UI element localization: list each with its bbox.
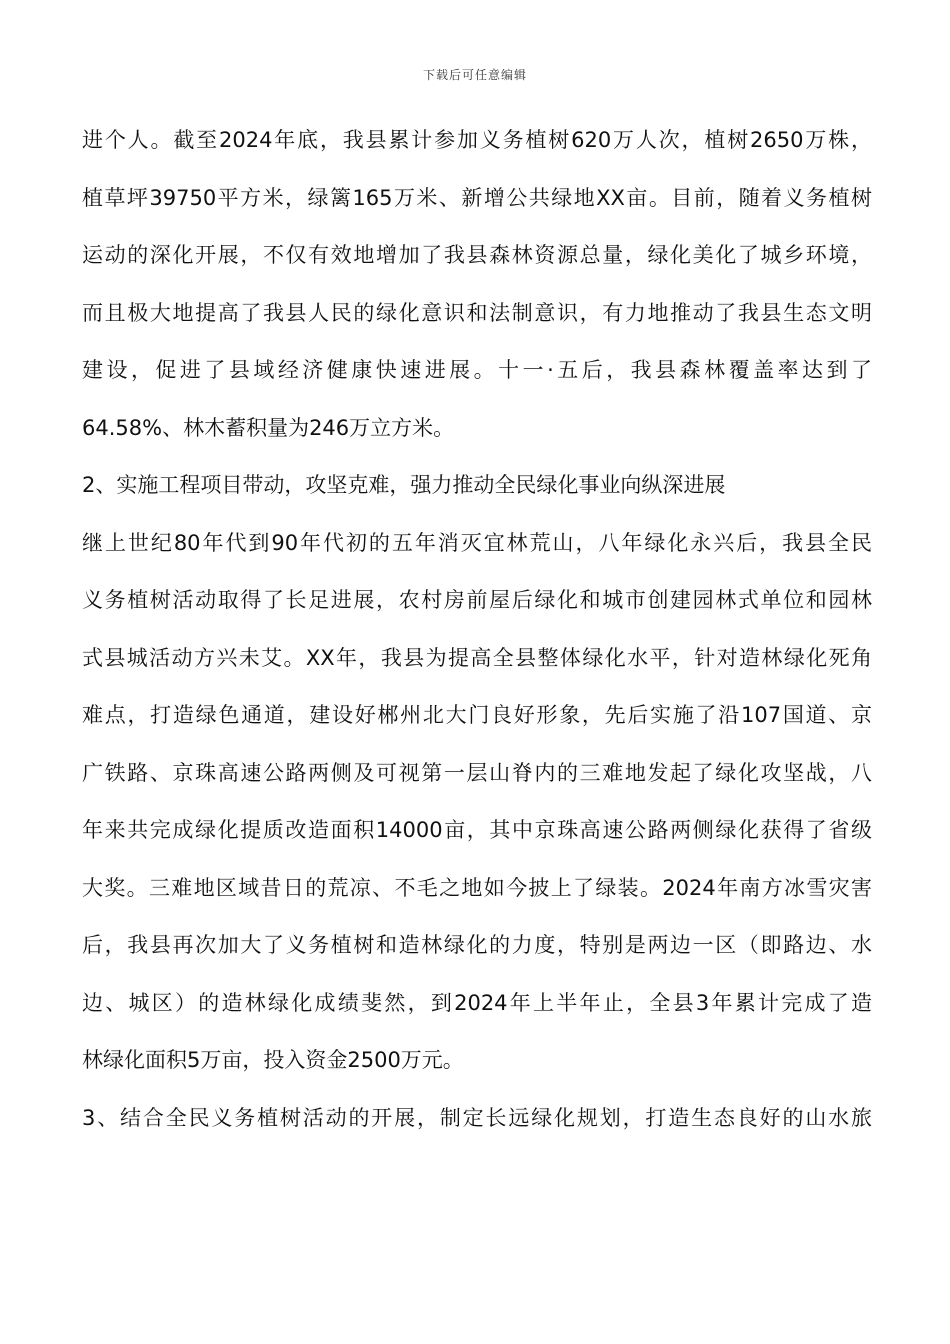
text-line: 式县城活动方兴未艾。XX年，我县为提高全县整体绿化水平，针对造林绿化死角 (82, 645, 872, 670)
text-line: 而且极大地提高了我县人民的绿化意识和法制意识，有力地推动了我县生态文明 (82, 300, 872, 325)
text-line: 义务植树活动取得了长足进展，农村房前屋后绿化和城市创建园林式单位和园林 (82, 588, 872, 612)
text-line: 建设，促进了县域经济健康快速进展。十一·五后，我县森林覆盖率达到了 (82, 358, 872, 382)
text-line: 大奖。三难地区域昔日的荒凉、不毛之地如今披上了绿装。2024年南方冰雪灾害 (82, 875, 872, 900)
section-heading-3: 3、结合全民义务植树活动的开展，制定长远绿化规划，打造生态良好的山水旅 (82, 1105, 872, 1130)
text-line: 难点，打造绿色通道，建设好郴州北大门良好形象，先后实施了沿107国道、京 (82, 703, 872, 727)
text-line: 后，我县再次加大了义务植树和造林绿化的力度，特别是两边一区（即路边、水 (82, 933, 872, 957)
text-line: 林绿化面积5万亩，投入资金2500万元。 (82, 1048, 464, 1072)
paragraph-2 (82, 523, 872, 1098)
section-heading-2: 2、实施工程项目带动，攻坚克难，强力推动全民绿化事业向纵深进展 (82, 473, 726, 497)
text-line: 进个人。截至2024年底，我县累计参加义务植树620万人次，植树2650万株， (82, 128, 872, 152)
text-line: 年来共完成绿化提质改造面积14000亩，其中京珠高速公路两侧绿化获得了省级 (82, 818, 872, 842)
text-line: 植草坪39750平方米，绿篱165万米、新增公共绿地XX亩。目前，随着义务植树 (82, 185, 872, 210)
paragraph-1 (82, 120, 872, 465)
text-line: 继上世纪80年代到90年代初的五年消灭宜林荒山，八年绿化永兴后，我县全民 (82, 530, 872, 555)
text-line: 边、城区）的造林绿化成绩斐然，到2024年上半年止，全县3年累计完成了造 (82, 990, 872, 1015)
text-line: 广铁路、京珠高速公路两侧及可视第一层山脊内的三难地发起了绿化攻坚战，八 (82, 760, 872, 785)
document-body (82, 120, 872, 1155)
page-header: 下载后可任意编辑 (422, 68, 527, 82)
text-line: 64.58%、林木蓄积量为246万立方米。 (82, 415, 455, 440)
text-line: 运动的深化开展，不仅有效地增加了我县森林资源总量，绿化美化了城乡环境， (82, 243, 872, 267)
